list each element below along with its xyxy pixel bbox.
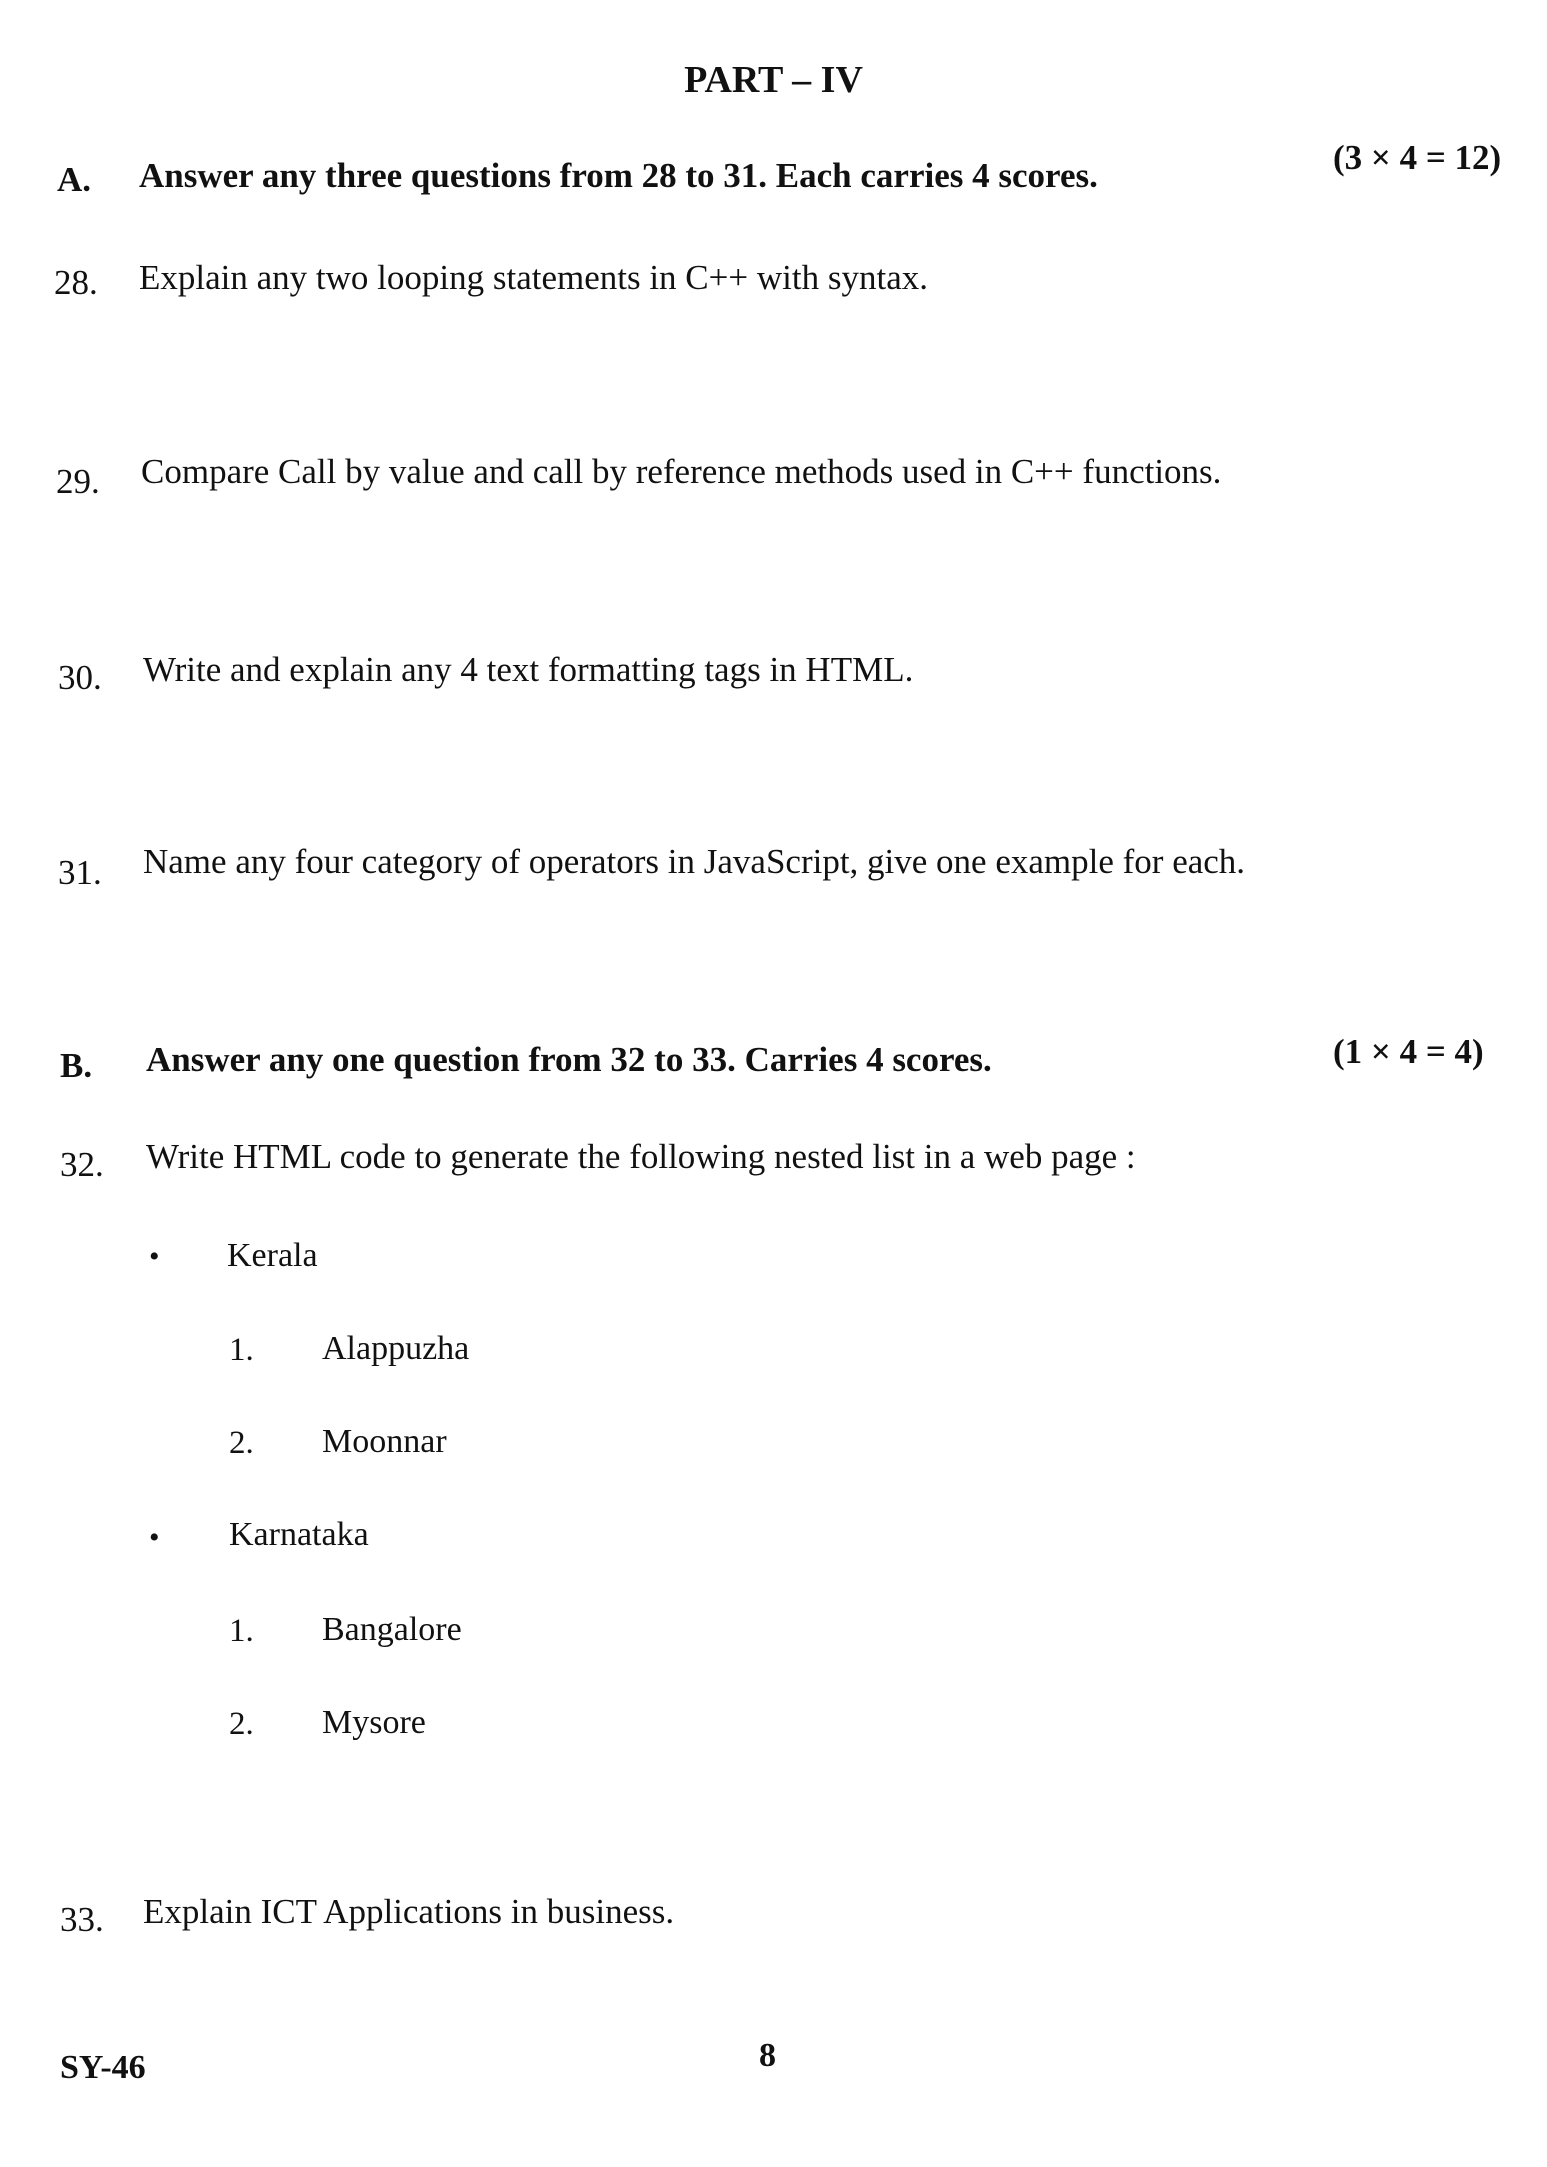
question-32-number: 32. — [60, 1145, 104, 1184]
sublist-number: 1. — [229, 1332, 254, 1368]
section-b-letter: B. — [60, 1046, 93, 1085]
question-30-text: Write and explain any 4 text formatting tags in HTML. — [143, 650, 914, 689]
sublist-number: 2. — [229, 1706, 254, 1742]
sublist-item-alappuzha: Alappuzha — [322, 1330, 470, 1367]
question-33-text: Explain ICT Applications in business. — [143, 1892, 675, 1931]
part-title: PART – IV — [684, 59, 863, 101]
sublist-number: 2. — [229, 1425, 254, 1461]
sublist-item-moonnar: Moonnar — [322, 1423, 447, 1460]
page-number: 8 — [759, 2037, 776, 2074]
sublist-number: 1. — [229, 1613, 254, 1649]
list-item-karnataka: Karnataka — [229, 1516, 369, 1553]
question-28-text: Explain any two looping statements in C++ with syntax. — [139, 258, 928, 297]
question-33-number: 33. — [60, 1900, 104, 1939]
sublist-item-bangalore: Bangalore — [322, 1611, 462, 1648]
question-31-text: Name any four category of operators in JavaScript, give one example for each. — [143, 842, 1246, 881]
sublist-item-mysore: Mysore — [322, 1704, 426, 1741]
list-item-kerala: Kerala — [227, 1237, 318, 1274]
question-29-number: 29. — [56, 462, 100, 501]
question-28-number: 28. — [54, 263, 98, 302]
question-32-text: Write HTML code to generate the following nested list in a web page : — [146, 1137, 1136, 1176]
section-a-instruction: Answer any three questions from 28 to 31. Each carries 4 scores. — [139, 156, 1098, 195]
section-b-instruction: Answer any one question from 32 to 33. Carries 4 scores. — [146, 1040, 992, 1079]
question-30-number: 30. — [58, 658, 102, 697]
list-bullet: • — [149, 1240, 160, 1273]
paper-code: SY-46 — [60, 2049, 146, 2086]
list-bullet: • — [149, 1521, 160, 1554]
question-29-text: Compare Call by value and call by reference methods used in C++ functions. — [141, 452, 1222, 491]
section-a-letter: A. — [57, 160, 92, 199]
section-a-marks: (3 × 4 = 12) — [1333, 138, 1502, 177]
section-b-marks: (1 × 4 = 4) — [1333, 1032, 1484, 1071]
question-31-number: 31. — [58, 853, 102, 892]
